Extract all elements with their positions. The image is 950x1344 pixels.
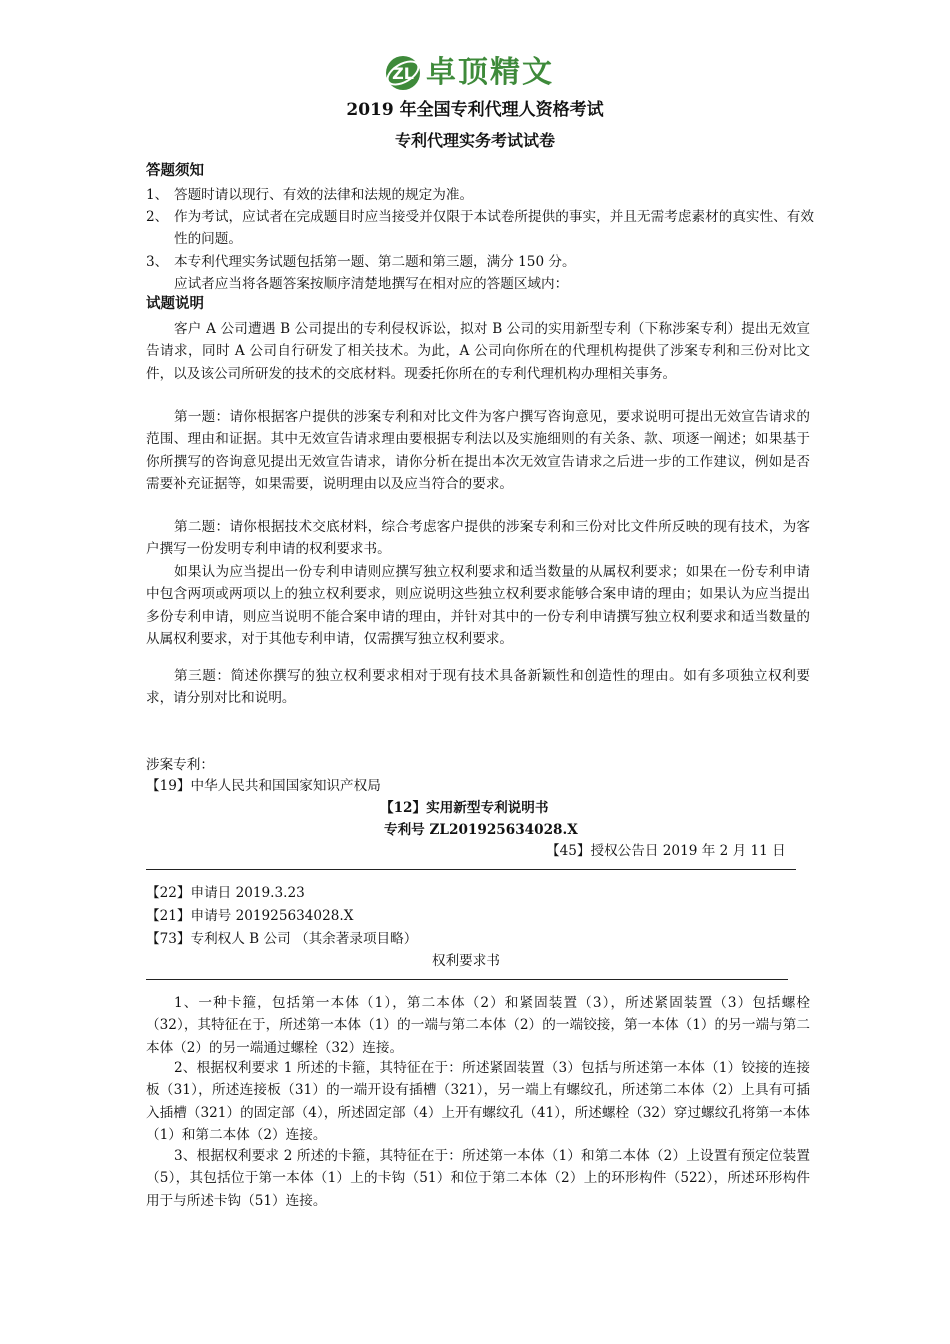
notice-item	[146, 184, 814, 206]
description-paragraph: 第二题：请你根据技术交底材料，综合考虑客户提供的涉案专利和三份对比文件所反映的现有技术，为客户撰写一份发明专利申请的权利要求书。	[146, 519, 810, 558]
notice-extra: 应试者应当将各题答案按顺序清楚地撰写在相对应的答题区域内：	[174, 276, 569, 292]
notice-item	[146, 251, 814, 273]
divider	[146, 869, 796, 870]
patent-doc-type: 【12】实用新型专利说明书	[380, 800, 549, 816]
description-paragraph: 第三题：简述你撰写的独立权利要求相对于现有技术具备新颖性和创造性的理由。如有多项独立权利要求，请分别对比和说明。	[146, 668, 810, 707]
patent-owner: 【73】专利权人 B 公司 （其余著录项目略）	[146, 931, 418, 947]
exam-subtitle: 专利代理实务考试试卷	[394, 131, 555, 150]
claim-paragraph: 3、根据权利要求 2 所述的卡箍，其特征在于：所述第一本体（1）和第二本体（2）上设置有预定位装置（5），其包括位于第一本体（1）上的卡钩（51）和位于第二本体（2）上的环形构件（522），所述环形构件用于与所述卡钩（51）连接。	[146, 1148, 810, 1209]
description-paragraph: 第一题：请你根据客户提供的涉案专利和对比文件为客户撰写咨询意见，要求说明可提出无效宣告请求的范围、理由和证据。其中无效宣告请求理由要根据专利法以及实施细则的有关条、款、项逐一阐述；如果基于你所撰写的咨询意见提出无效宣告请求，请你分析在提出本次无效宣告请求之后进一步的工作建议，例如是否需要补充证据等，如果需要，说明理由以及应当符合的要求。	[146, 409, 810, 492]
claim-paragraph: 1、一种卡箍，包括第一本体（1），第二本体（2）和紧固装置（3），所述紧固装置（3）包括螺栓（32），其特征在于，所述第一本体（1）的一端与第二本体（2）的一端铰接，第一本体（1）的另一端与第二本体（2）的另一端通过螺栓（32）连接。	[146, 995, 810, 1056]
notice-item-number: 1、	[146, 187, 169, 203]
notice-item-text: 作为考试，应试者在完成题目时应当接受并仅限于本试卷所提供的事实，并且无需考虑素材的真实性、有效性的问题。	[174, 209, 814, 248]
notice-item-number: 2、	[146, 209, 169, 225]
notice-item	[146, 206, 814, 250]
exam-title: 2019 年全国专利代理人资格考试	[346, 100, 604, 120]
claim-paragraph: 2、根据权利要求 1 所述的卡箍，其特征在于：所述紧固装置（3）包括与所述第一本体（1）铰接的连接板（31），所述连接板（31）的一端开设有插槽（321），另一端上有螺纹孔，所述第二本体（2）上具有可插入插槽（321）的固定部（4），所述固定部（4）上开有螺纹孔（41），所述螺栓（32）穿过螺纹孔将第一本体（1）和第二本体（2）连接。	[146, 1060, 810, 1143]
notice-heading: 答题须知	[146, 162, 204, 179]
svg-text:ZL: ZL	[392, 64, 414, 83]
brand-logo	[384, 52, 554, 94]
application-number: 【21】申请号 201925634028.X	[146, 908, 354, 924]
notice-item-text: 答题时请以现行、有效的法律和法规的规定为准。	[174, 187, 474, 203]
patent-number: 专利号 ZL201925634028.X	[384, 822, 578, 838]
grant-date: 【45】授权公告日 2019 年 2 月 11 日	[546, 843, 786, 859]
description-paragraph: 如果认为应当提出一份专利申请则应撰写独立权利要求和适当数量的从属权利要求；如果在一份专利申请中包含两项或两项以上的独立权利要求，则应说明这些独立权利要求能够合案申请的理由；如果认为应当提出多份专利申请，则应当说明不能合案申请的理由，并针对其中的一份专利申请撰写独立权利要求和适当数量的从属权利要求，对于其他专利申请，仅需撰写独立权利要求。	[146, 564, 810, 647]
notice-item-text: 本专利代理实务试题包括第一题、第二题和第三题，满分 150 分。	[174, 254, 576, 270]
logo-text: 卓顶精文	[426, 55, 554, 90]
divider	[146, 979, 788, 980]
description-heading: 试题说明	[146, 295, 204, 312]
patent-label: 涉案专利：	[146, 757, 214, 773]
filing-date: 【22】申请日 2019.3.23	[146, 885, 305, 901]
patent-office: 【19】中华人民共和国国家知识产权局	[146, 778, 381, 794]
logo-mark-icon	[384, 54, 422, 92]
claims-title: 权利要求书	[432, 953, 500, 969]
notice-item-number: 3、	[146, 254, 169, 270]
description-paragraph: 客户 A 公司遭遇 B 公司提出的专利侵权诉讼，拟对 B 公司的实用新型专利（下称涉案专利）提出无效宣告请求，同时 A 公司自行研发了相关技术。为此，A 公司向你所在的代理机构提供了涉案专利和三份对比文件，以及该公司所研发的技术的交底材料。现委托你所在的专利代理机构办理相关事务。	[146, 321, 810, 382]
